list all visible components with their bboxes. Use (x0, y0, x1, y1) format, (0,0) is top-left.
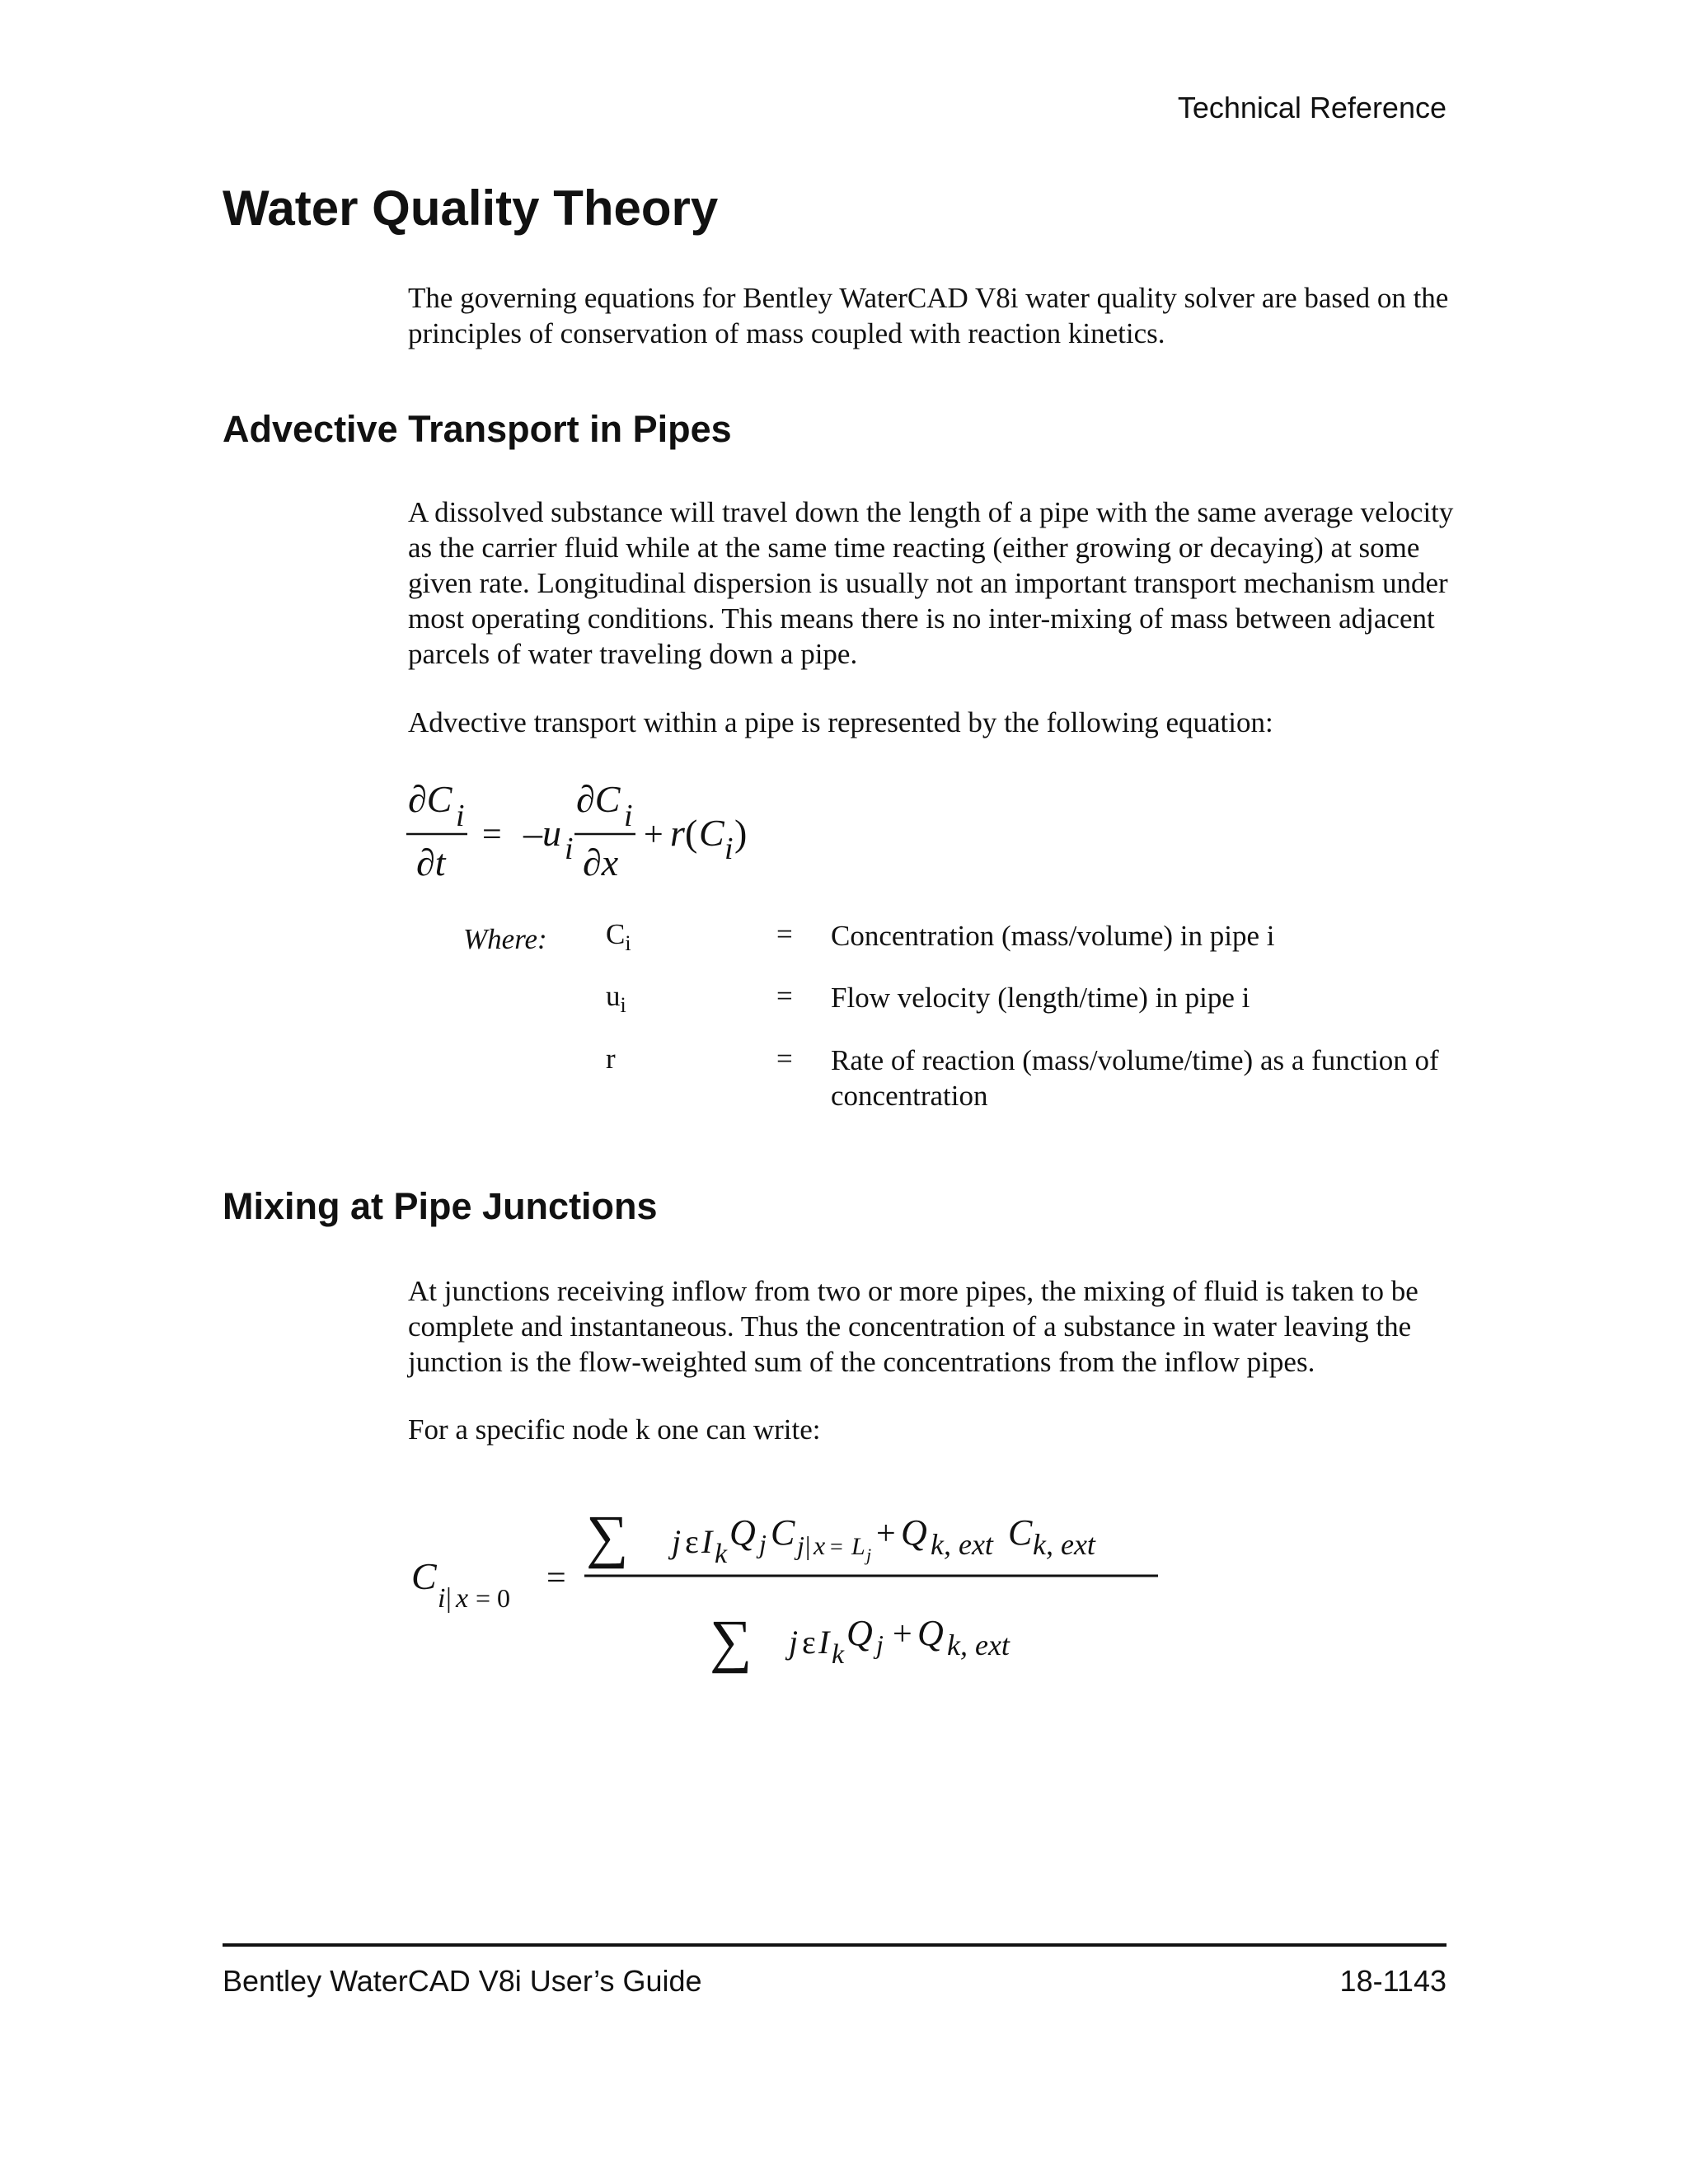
mixing-equation-intro: For a specific node k one can write: (408, 1413, 821, 1446)
svg-text:|: | (446, 1583, 452, 1614)
svg-text:–u: –u (523, 812, 561, 854)
svg-text:r: r (670, 812, 685, 854)
advective-equation (400, 775, 795, 890)
svg-text:C: C (699, 812, 724, 854)
svg-text:(: ( (685, 812, 698, 854)
intro-paragraph: The governing equations for Bentley WaterCAD V8i water quality solver are based on the principles of conservation of mass coupled with reaction kinetics. (408, 282, 1449, 349)
definition-equals: = (776, 918, 793, 950)
svg-text:=: = (830, 1535, 843, 1560)
svg-text:∂x: ∂x (583, 841, 619, 883)
running-header: Technical Reference (1177, 91, 1447, 124)
svg-text:I: I (701, 1523, 713, 1560)
svg-text:k, ext: k, ext (1033, 1528, 1095, 1561)
svg-text:=: = (546, 1559, 566, 1597)
section-heading-advective: Advective Transport in Pipes (223, 408, 732, 450)
svg-text:+: + (644, 816, 663, 854)
svg-text:j: j (876, 1629, 884, 1659)
definition-equals: = (776, 980, 793, 1012)
svg-text:Q: Q (901, 1512, 927, 1553)
svg-text:i: i (624, 799, 633, 833)
mixing-equation (400, 1492, 1175, 1681)
svg-text:i: i (456, 799, 465, 833)
svg-text:Q: Q (729, 1512, 756, 1553)
svg-text:i: i (565, 832, 574, 866)
svg-text:=: = (482, 816, 502, 854)
svg-text:+: + (876, 1515, 896, 1553)
definition-symbol-r: r (606, 1043, 616, 1075)
definition-symbol-u: $u_i$ (606, 980, 626, 1017)
svg-text:L: L (851, 1533, 865, 1560)
footer-divider (223, 1943, 1447, 1947)
svg-text:ε: ε (685, 1523, 699, 1560)
svg-text:x: x (456, 1583, 469, 1614)
svg-text:= 0: = 0 (476, 1583, 511, 1613)
footer-page-number: 18-1143 (1339, 1964, 1447, 1998)
svg-text:x: x (814, 1530, 826, 1560)
advective-paragraph: A dissolved substance will travel down the length of a pipe with the same average velocity as the carrier fluid while at the same time reacting (either growing or decaying) at some given rate. Longitudinal dispersion is usually not an important transport mechanism under most operating conditions. This means there is no inter-mixing of mass between adjacent parcels of water traveling down a pipe. (408, 496, 1454, 670)
svg-text:j: j (672, 1523, 682, 1560)
svg-text:j: j (797, 1530, 804, 1560)
svg-text:+: + (893, 1615, 912, 1653)
svg-text:C: C (1008, 1512, 1033, 1553)
svg-text:Q: Q (917, 1613, 944, 1653)
advective-equation-intro: Advective transport within a pipe is represented by the following equation: (408, 706, 1273, 738)
svg-text:): ) (734, 812, 748, 854)
svg-text:I: I (818, 1624, 830, 1661)
definition-equals: = (776, 1043, 793, 1075)
svg-text:j: j (759, 1529, 767, 1558)
svg-text:k: k (715, 1539, 728, 1569)
svg-text:k: k (832, 1639, 845, 1670)
svg-text:i: i (724, 832, 734, 866)
svg-text:j: j (866, 1544, 872, 1565)
svg-text:|: | (805, 1530, 811, 1560)
footer-guide-title: Bentley WaterCAD V8i User’s Guide (223, 1964, 702, 1998)
svg-text:Q: Q (846, 1613, 873, 1653)
svg-text:∂C: ∂C (576, 778, 621, 820)
svg-text:∑: ∑ (586, 1503, 629, 1569)
svg-text:∂C: ∂C (408, 778, 452, 820)
svg-text:∂t: ∂t (416, 841, 446, 883)
svg-text:ε: ε (802, 1624, 816, 1661)
svg-text:C: C (411, 1555, 437, 1597)
definition-text: Concentration (mass/volume) in pipe i (831, 920, 1275, 952)
definition-text: Rate of reaction (mass/volume/time) as a function of concentration (831, 1044, 1439, 1112)
svg-text:i: i (438, 1583, 446, 1614)
page-title: Water Quality Theory (223, 180, 719, 236)
svg-text:k, ext: k, ext (931, 1528, 993, 1561)
definition-symbol-c: $C_i$ (606, 918, 631, 955)
definition-text: Flow velocity (length/time) in pipe i (831, 982, 1250, 1014)
section-heading-mixing: Mixing at Pipe Junctions (223, 1185, 658, 1227)
svg-text:∑: ∑ (710, 1608, 753, 1674)
svg-text:k, ext: k, ext (947, 1629, 1010, 1661)
mixing-paragraph: At junctions receiving inflow from two or more pipes, the mixing of fluid is taken to be complete and instantaneous. Thus the concentration of a substance in water leaving the junction is the flow-weighted sum of the concentrations from the inflow pipes. (408, 1275, 1418, 1378)
svg-text:C: C (771, 1512, 795, 1553)
svg-text:j: j (789, 1624, 799, 1661)
where-label: Where: (463, 923, 547, 955)
